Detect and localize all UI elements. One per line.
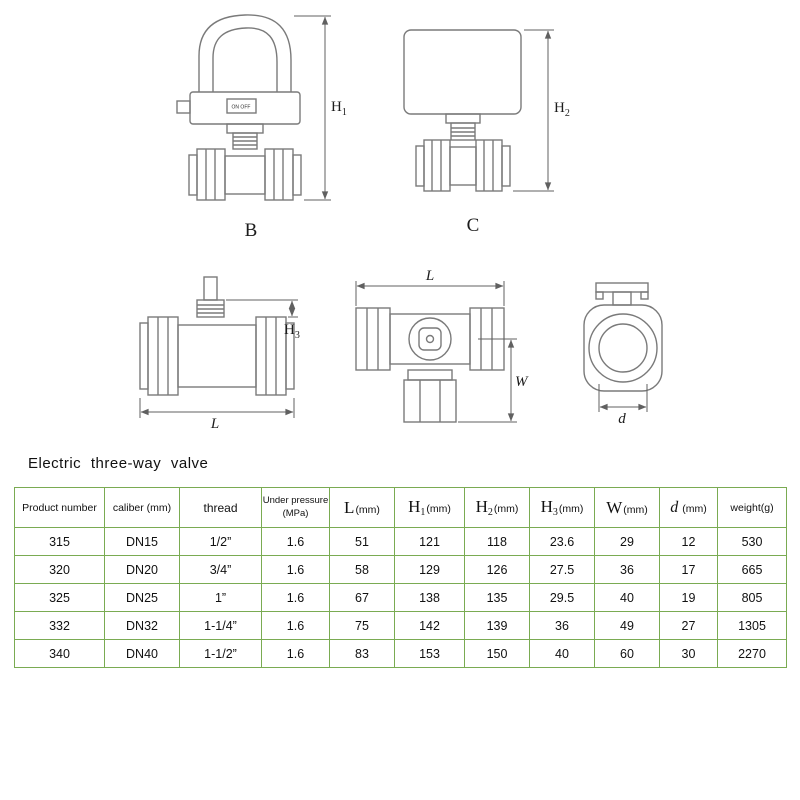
col-caliber [105,488,180,528]
dimension-l-side [140,398,294,418]
col-caliber-label: caliber (mm) [112,501,172,514]
col-thread-label: thread [203,500,238,515]
table-cell: 36 [595,556,660,584]
col-h3-subscript: 3 [552,507,558,519]
table-cell: DN20 [105,556,180,584]
table-cell: 1.6 [262,528,330,556]
table-header-row [15,488,787,528]
diagram-end-view [584,283,662,427]
dimension-h2-subscript: 2 [564,108,570,119]
col-h2-letter: H [475,496,488,516]
table-cell: 49 [595,612,660,640]
col-product-number-label: Product number [22,501,97,514]
dimension-w [458,339,517,422]
table-cell: DN32 [105,612,180,640]
table-cell: 67 [330,584,395,612]
dimension-h2 [513,30,554,191]
table-cell: 126 [465,556,530,584]
table-cell: 665 [718,556,787,584]
table-cell: 1” [180,584,262,612]
col-h2-subscript: 2 [487,507,493,519]
col-w-unit: (mm) [623,503,648,516]
table-cell: 40 [595,584,660,612]
dimension-h3-subscript: 3 [294,330,300,341]
table-cell: 129 [395,556,465,584]
dimension-h1-subscript: 1 [341,107,347,118]
table-cell: 17 [660,556,718,584]
table-cell: 1.6 [262,612,330,640]
col-weight-label: weight(g) [730,501,774,514]
table-cell: 530 [718,528,787,556]
table-cell: 320 [15,556,105,584]
side-view-stem [197,277,224,317]
col-weight [718,488,787,528]
table-cell: 1-1/4” [180,612,262,640]
table-cell: 27 [660,612,718,640]
table-row-320 [15,556,787,584]
col-w [595,488,660,528]
table-cell: 135 [465,584,530,612]
table-cell: 1.6 [262,584,330,612]
col-h1-unit: (mm) [426,502,451,515]
table-cell: 23.6 [530,528,595,556]
col-h2 [465,488,530,528]
col-d-unit: (mm) [682,502,707,515]
table-cell: 40 [530,640,595,668]
col-pressure [262,488,330,528]
col-l-unit: (mm) [355,503,380,516]
spec-table [14,487,787,668]
table-cell: 83 [330,640,395,668]
table-cell: 805 [718,584,787,612]
col-h1-subscript: 1 [420,507,426,519]
col-w-letter: W [606,497,623,517]
table-cell: 1.6 [262,556,330,584]
diagram-c-valve-body [416,140,510,191]
table-cell: 27.5 [530,556,595,584]
table-row-340 [15,640,787,668]
table-cell: DN40 [105,640,180,668]
diagram-c-stem [446,114,480,140]
diagram-b-actuator-handle [199,15,291,92]
col-h1 [395,488,465,528]
col-h2-unit: (mm) [493,502,519,515]
table-cell: 332 [15,612,105,640]
table-cell: 118 [465,528,530,556]
dimension-l-top-label: L [425,268,435,284]
dimension-d [599,384,647,412]
table-cell: 12 [660,528,718,556]
diagram-b-stem [227,124,263,149]
col-h3-letter: H [540,496,553,516]
col-product-number [15,488,105,528]
table-cell: 142 [395,612,465,640]
diagram-three-way-view [356,268,529,422]
dimension-h2-label [554,100,570,119]
table-cell: 36 [530,612,595,640]
table-cell: DN25 [105,584,180,612]
end-view-body [584,305,662,391]
table-cell: 139 [465,612,530,640]
table-row-332 [15,612,787,640]
table-cell: 340 [15,640,105,668]
dimension-d-label: d [618,411,626,427]
col-pressure-line2: (MPa) [282,507,309,519]
table-cell: 121 [395,528,465,556]
col-l-letter: L [344,497,355,517]
table-cell: 325 [15,584,105,612]
on-off-switch-label: ON OFF [231,104,251,111]
table-cell: 1305 [718,612,787,640]
diagram-b [177,15,347,241]
table-cell: 30 [660,640,718,668]
table-cell: 29 [595,528,660,556]
col-h1-letter: H [408,496,421,516]
table-cell: 2270 [718,640,787,668]
dimension-h3-letter: H [284,322,295,338]
diagram-c [404,30,570,236]
table-cell: 150 [465,640,530,668]
col-h3 [530,488,595,528]
table-cell: 3/4” [180,556,262,584]
table-cell: 51 [330,528,395,556]
col-pressure-label [262,495,329,520]
table-cell: 1/2” [180,528,262,556]
diagram-b-valve-body [189,149,301,200]
col-d [660,488,718,528]
table-cell: 315 [15,528,105,556]
table-row-325 [15,584,787,612]
view-c-label: C [466,215,480,236]
dimension-h1-letter: H [331,99,342,115]
dimension-h3 [226,300,298,317]
view-b-label: B [244,220,258,241]
table-cell: 29.5 [530,584,595,612]
table-cell: 1.6 [262,640,330,668]
table-cell: 19 [660,584,718,612]
dimension-h2-letter: H [554,100,565,116]
dimension-w-label: W [515,374,528,390]
table-cell: 75 [330,612,395,640]
col-pressure-line1: Under pressure [262,495,329,507]
col-l [330,488,395,528]
table-cell: 58 [330,556,395,584]
table-cell: DN15 [105,528,180,556]
table-cell: 1-1/2” [180,640,262,668]
dimension-h1-label [331,99,347,118]
diagram-side-view [140,277,300,432]
table-row-315 [15,528,787,556]
side-view-valve-body [140,317,294,395]
table-cell: 60 [595,640,660,668]
three-way-bottom-port [404,370,456,422]
col-h3-unit: (mm) [558,502,584,515]
end-view-flange [596,283,648,305]
col-d-letter: d [670,498,679,516]
page-title: Electric three-way valve [28,455,209,472]
dimension-l-top [356,281,504,306]
dimension-l-side-label: L [210,416,220,432]
table-cell: 138 [395,584,465,612]
table-cell: 153 [395,640,465,668]
col-thread [180,488,262,528]
diagram-c-actuator-body [404,30,521,114]
